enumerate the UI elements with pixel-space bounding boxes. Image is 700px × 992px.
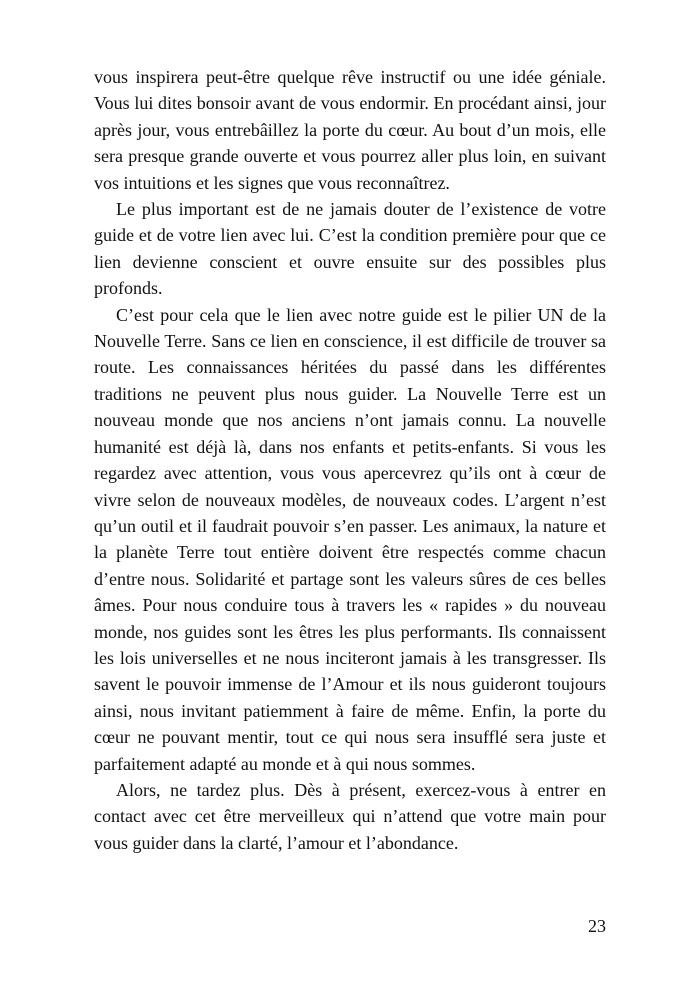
paragraph-3: C’est pour cela que le lien avec notre guide est le pilier UN de la Nouvelle Terre. Sans ce lien en conscience, il est difficile de trouver sa route. Les connaissances héritées du passé dans les différentes traditions ne peuvent plus nous guider. La Nouvelle Terre est un nouveau monde que nos anciens n’ont jamais connu. La nouvelle humanité est déjà là, dans nos enfants et petits-enfants. Si vous les regardez avec attention, vous vous apercevrez qu’ils ont à cœur de vivre selon de nouveaux modèles, de nouveaux codes. L’argent n’est qu’un outil et il faudrait pouvoir s’en passer. Les animaux, la nature et la planète Terre tout entière doivent être respectés comme chacun d’entre nous. Solidarité et partage sont les valeurs sûres de ces belles âmes. Pour nous conduire tous à travers les « rapides » du nouveau monde, nos guides sont les êtres les plus performants. Ils connaissent les lois universelles et ne nous inciteront jamais à les transgresser. Ils savent le pouvoir immense de l’Amour et ils nous guideront toujours ainsi, nous invitant patiemment à faire de même. Enfin, la porte du cœur ne pouvant mentir, tout ce qui nous sera insufflé sera juste et parfaitement adapté au monde et à qui nous sommes.	[94, 304, 606, 774]
paragraph-4: Alors, ne tardez plus. Dès à présent, exercez-vous à entrer en contact avec cet être merveilleux qui n’attend que votre main pour vous guider dans la clarté, l’amour et l’abondance.	[94, 779, 606, 853]
paragraph-2: Le plus important est de ne jamais douter de l’existence de votre guide et de votre lien avec lui. C’est la condition première pour que ce lien devienne conscient et ouvre ensuite sur des possibles plus profonds.	[94, 199, 606, 299]
body-text	[94, 64, 606, 856]
page-number: 23	[588, 916, 606, 936]
paragraph-1: vous inspirera peut-être quelque rêve instructif ou une idée géniale. Vous lui dites bonsoir avant de vous endormir. En procédant ainsi, jour après jour, vous entrebâillez la porte du cœur. Au bout d’un mois, elle sera presque grande ouverte et vous pourrez aller plus loin, en suivant vos intuitions et les signes que vous reconnaîtrez.	[94, 67, 606, 193]
